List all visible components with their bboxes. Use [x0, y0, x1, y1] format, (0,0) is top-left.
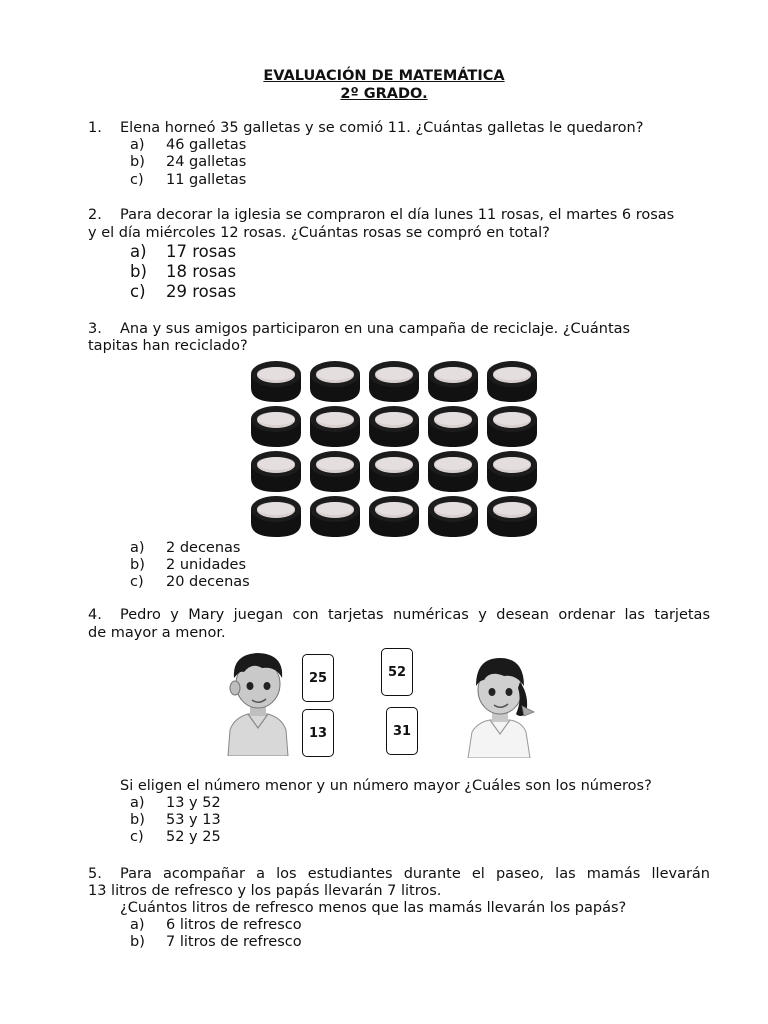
option-text: 20 decenas [166, 574, 250, 590]
option-letter: a) [130, 242, 147, 261]
bottle-cap-icon [366, 493, 422, 539]
bottle-cap-icon [307, 358, 363, 404]
question-5-prompt: ¿Cuántos litros de refresco menos que las mamás llevarán los papás? [120, 900, 627, 916]
question-4-prompt: Si eligen el número menor y un número mayor ¿Cuáles son los números? [120, 778, 652, 794]
bottle-cap-icon [248, 493, 304, 539]
bottle-cap-icon [248, 448, 304, 494]
question-1-number: 1. [88, 120, 102, 136]
question-3-line-1: Ana y sus amigos participaron en una campaña de reciclaje. ¿Cuántas [120, 321, 631, 337]
bottle-cap-icon [307, 493, 363, 539]
option-letter: b) [130, 262, 147, 281]
option-letter: b) [130, 557, 145, 573]
option-text: 2 unidades [166, 557, 247, 573]
bottle-cap-icon [484, 493, 540, 539]
bottle-cap-icon [248, 403, 304, 449]
option-letter: c) [130, 282, 146, 301]
number-card: 52 [381, 648, 413, 696]
bottle-cap-icon [307, 403, 363, 449]
question-5-line-2: 13 litros de refresco y los papás llevarán 7 litros. [88, 883, 442, 899]
boy-illustration [222, 648, 294, 756]
bottle-cap-icon [366, 358, 422, 404]
question-5-number: 5. [88, 866, 102, 882]
question-3-line-2: tapitas han reciclado? [88, 338, 248, 354]
question-3-number: 3. [88, 321, 102, 337]
bottle-cap-icon [307, 448, 363, 494]
option-text: 11 galletas [166, 172, 247, 188]
bottle-cap-icon [484, 448, 540, 494]
bottle-cap-icon [425, 403, 481, 449]
question-2-line-2: y el día miércoles 12 rosas. ¿Cuántas rosas se compró en total? [88, 225, 550, 241]
bottle-caps-illustration [248, 358, 543, 540]
bottle-cap-icon [248, 358, 304, 404]
page-subtitle: 2º GRADO. [340, 86, 428, 102]
option-letter: c) [130, 829, 144, 845]
option-letter: c) [130, 574, 144, 590]
option-letter: b) [130, 934, 145, 950]
bottle-cap-icon [484, 358, 540, 404]
girl-illustration [460, 652, 556, 758]
question-4-number: 4. [88, 607, 102, 623]
bottle-cap-icon [425, 493, 481, 539]
option-text: 18 rosas [166, 262, 237, 281]
question-1-text: Elena horneó 35 galletas y se comió 11. ¿Cuántas galletas le quedaron? [120, 120, 644, 136]
option-text: 7 litros de refresco [166, 934, 302, 950]
option-text: 13 y 52 [166, 795, 221, 811]
option-text: 29 rosas [166, 282, 237, 301]
bottle-cap-icon [366, 448, 422, 494]
number-card: 31 [386, 707, 418, 755]
bottle-cap-icon [425, 358, 481, 404]
option-letter: a) [130, 795, 145, 811]
option-text: 24 galletas [166, 154, 247, 170]
question-2-number: 2. [88, 207, 102, 223]
question-5-line-1: Para acompañar a los estudiantes durante el paseo, las mamás llevarán [120, 866, 710, 882]
number-card: 13 [302, 709, 334, 757]
question-2-line-1: Para decorar la iglesia se compraron el día lunes 11 rosas, el martes 6 rosas [120, 207, 675, 223]
option-text: 2 decenas [166, 540, 241, 556]
option-letter: c) [130, 172, 144, 188]
bottle-cap-icon [484, 403, 540, 449]
option-letter: b) [130, 812, 145, 828]
number-card: 25 [302, 654, 334, 702]
option-letter: a) [130, 917, 145, 933]
bottle-cap-icon [425, 448, 481, 494]
question-4-line-1: Pedro y Mary juegan con tarjetas numéricas y desean ordenar las tarjetas [120, 607, 710, 623]
option-text: 46 galletas [166, 137, 247, 153]
option-text: 52 y 25 [166, 829, 221, 845]
question-4-line-2: de mayor a menor. [88, 625, 226, 641]
option-letter: a) [130, 137, 145, 153]
option-letter: b) [130, 154, 145, 170]
option-text: 6 litros de refresco [166, 917, 302, 933]
option-text: 17 rosas [166, 242, 237, 261]
bottle-cap-icon [366, 403, 422, 449]
page-title: EVALUACIÓN DE MATEMÁTICA [263, 68, 505, 84]
option-letter: a) [130, 540, 145, 556]
option-text: 53 y 13 [166, 812, 221, 828]
